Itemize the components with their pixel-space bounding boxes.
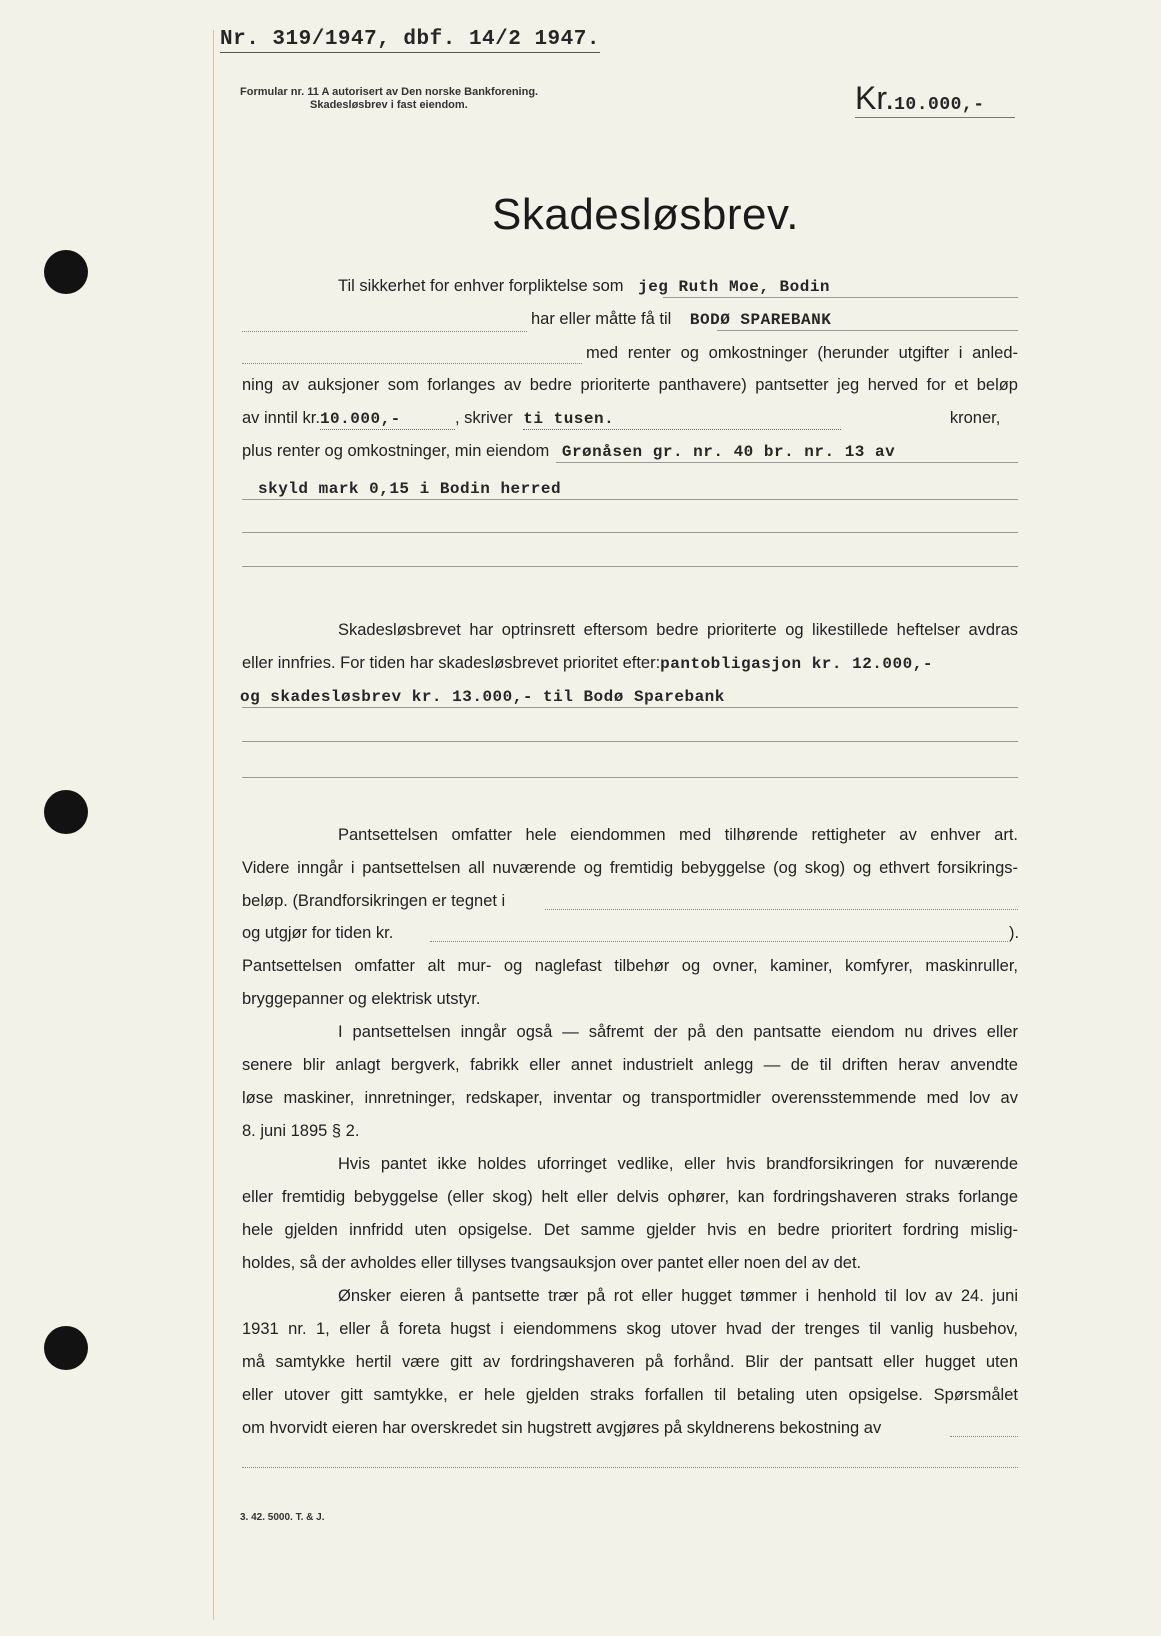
intro-line-5: av inntil kr.10.000,- , skriver ti tusen. kroner,: [242, 409, 1001, 428]
priority-line-1: Skadesløsbrevet har optrinsrett eftersom bedre prioriterte og likestillede heftelser avdras: [338, 621, 1018, 639]
body-p4-line-4: eller utover gitt samtykke, er hele gjelden straks forfallen til betaling uten opsigelse. Spørsmålet: [242, 1386, 1018, 1404]
body-p2-line-2: senere blir anlagt bergverk, fabrikk eller annet industrielt anlegg — de til driften herav anvendte: [242, 1056, 1018, 1074]
fill-rule: [545, 908, 1018, 910]
body-p4-line-2: 1931 nr. 1, eller å foreta hugst i eiendommens skog utover hvad der trenges til vanlig husbehov,: [242, 1320, 1018, 1338]
fill-rule: [556, 462, 1018, 463]
body-p1-line-4-end: ).: [1009, 924, 1020, 942]
body-p4-line-1: Ønsker eieren å pantsette trær på rot eller hugget tømmer i henhold til lov av 24. juni: [338, 1287, 1018, 1305]
fill-rule: [242, 707, 1018, 708]
punch-hole-icon: [44, 790, 88, 834]
registration-reference: Nr. 319/1947, dbf. 14/2 1947.: [220, 28, 600, 51]
creditor-fill: BODØ SPAREBANK: [689, 311, 832, 329]
punch-hole-icon: [44, 1326, 88, 1370]
fill-rule: [242, 1466, 1018, 1468]
intro-line-4: ning av auksjoner som forlanges av bedre prioriterte panthavere) pantsetter jeg herved for et beløp: [242, 376, 1018, 394]
body-p3-line-3: hele gjelden innfridd uten opsigelse. Det samme gjelder hvis en bedre prioritert fordring mislig-: [242, 1221, 1018, 1239]
body-p3-line-2: eller fremtidig bebyggelse (eller skog) helt eller delvis ophører, kan fordringshaveren straks forlange: [242, 1188, 1018, 1206]
property-fill: Grønåsen gr. nr. 40 br. nr. 13 av: [561, 443, 896, 461]
body-p4-line-5: om hvorvidt eieren har overskredet sin hugstrett avgjøres på skyldnerens bekostning av: [242, 1419, 882, 1437]
fill-rule: [242, 566, 1018, 567]
body-p3-line-4: holdes, så der avholdes eller tillyses tvangsauksjon over pantet eller noen del av det.: [242, 1254, 862, 1272]
body-p2-line-1: I pantsettelsen inngår også — såfremt der på den pantsatte eiendom nu drives eller: [338, 1023, 1018, 1041]
fill-rule: [242, 362, 582, 364]
document-title: Skadesløsbrev.: [492, 190, 799, 239]
form-note: Formular nr. 11 A autorisert av Den norske Bankforening. Skadesløsbrev i fast eiendom.: [240, 86, 539, 111]
body-p1-line-5: Pantsettelsen omfatter alt mur- og naglefast tilbehør og ovner, kaminer, komfyrer, maskinruller,: [242, 957, 1018, 975]
intro-line-2: har eller måtte få til BODØ SPAREBANK: [531, 310, 832, 329]
fill-rule: [242, 741, 1018, 742]
fill-rule: [717, 330, 1018, 331]
intro-line-1: Til sikkerhet for enhver forpliktelse som jeg Ruth Moe, Bodin: [338, 277, 831, 296]
fill-rule: [663, 297, 1018, 298]
body-p1-line-1: Pantsettelsen omfatter hele eiendommen med tilhørende rettigheter av enhver art.: [338, 826, 1018, 844]
print-code: 3. 42. 5000. T. & J.: [240, 1512, 325, 1523]
intro-line-6: plus renter og omkostninger, min eiendom Grønåsen gr. nr. 40 br. nr. 13 av: [242, 442, 896, 461]
body-p2-line-3: løse maskiner, innretninger, redskaper, inventar og transportmidler overensstemmende med lov av: [242, 1089, 1018, 1107]
intro-line-7: skyld mark 0,15 i Bodin herred: [258, 480, 562, 498]
punch-hole-icon: [44, 250, 88, 294]
body-p4-line-3: må samtykke hertil være gitt av fordringshaveren på forhånd. Blir der pantsatt eller hugget uten: [242, 1353, 1018, 1371]
fill-rule: [430, 940, 1008, 942]
body-p1-line-2: Videre inngår i pantsettelsen all nuværende og fremtidig bebyggelse (og skog) og ethvert forsikrings-: [242, 859, 1018, 877]
margin-line: [213, 30, 214, 1620]
body-p1-line-6: bryggepanner og elektrisk utstyr.: [242, 990, 481, 1008]
fill-rule: [242, 330, 527, 332]
fill-rule: [242, 499, 1018, 500]
body-p1-line-3: beløp. (Brandforsikringen er tegnet i: [242, 892, 506, 910]
body-p2-line-4: 8. juni 1895 § 2.: [242, 1122, 360, 1140]
intro-line-3: med renter og omkostninger (herunder utgifter i anled-: [586, 344, 1018, 362]
fill-rule: [242, 532, 1018, 533]
fill-rule: [950, 1435, 1018, 1437]
debtor-fill: jeg Ruth Moe, Bodin: [638, 278, 831, 296]
amount-heading: Kr.10.000,-: [855, 80, 985, 116]
priority-line-3: og skadesløsbrev kr. 13.000,- til Bodø Sparebank: [240, 688, 725, 706]
body-p3-line-1: Hvis pantet ikke holdes uforringet vedlike, eller hvis brandforsikringen for nuværende: [338, 1155, 1018, 1173]
amount-fill: 10.000,-: [320, 409, 455, 430]
priority-line-2: eller innfries. For tiden har skadesløsbrevet prioritet efter:pantobligasjon kr. 12.000,-: [242, 654, 933, 673]
body-p1-line-4: og utgjør for tiden kr.: [242, 924, 394, 942]
amount-rule: [855, 117, 1015, 118]
amount-words-fill: ti tusen.: [523, 409, 841, 430]
fill-rule: [242, 777, 1018, 778]
priority-fill: pantobligasjon kr. 12.000,-: [660, 655, 933, 673]
